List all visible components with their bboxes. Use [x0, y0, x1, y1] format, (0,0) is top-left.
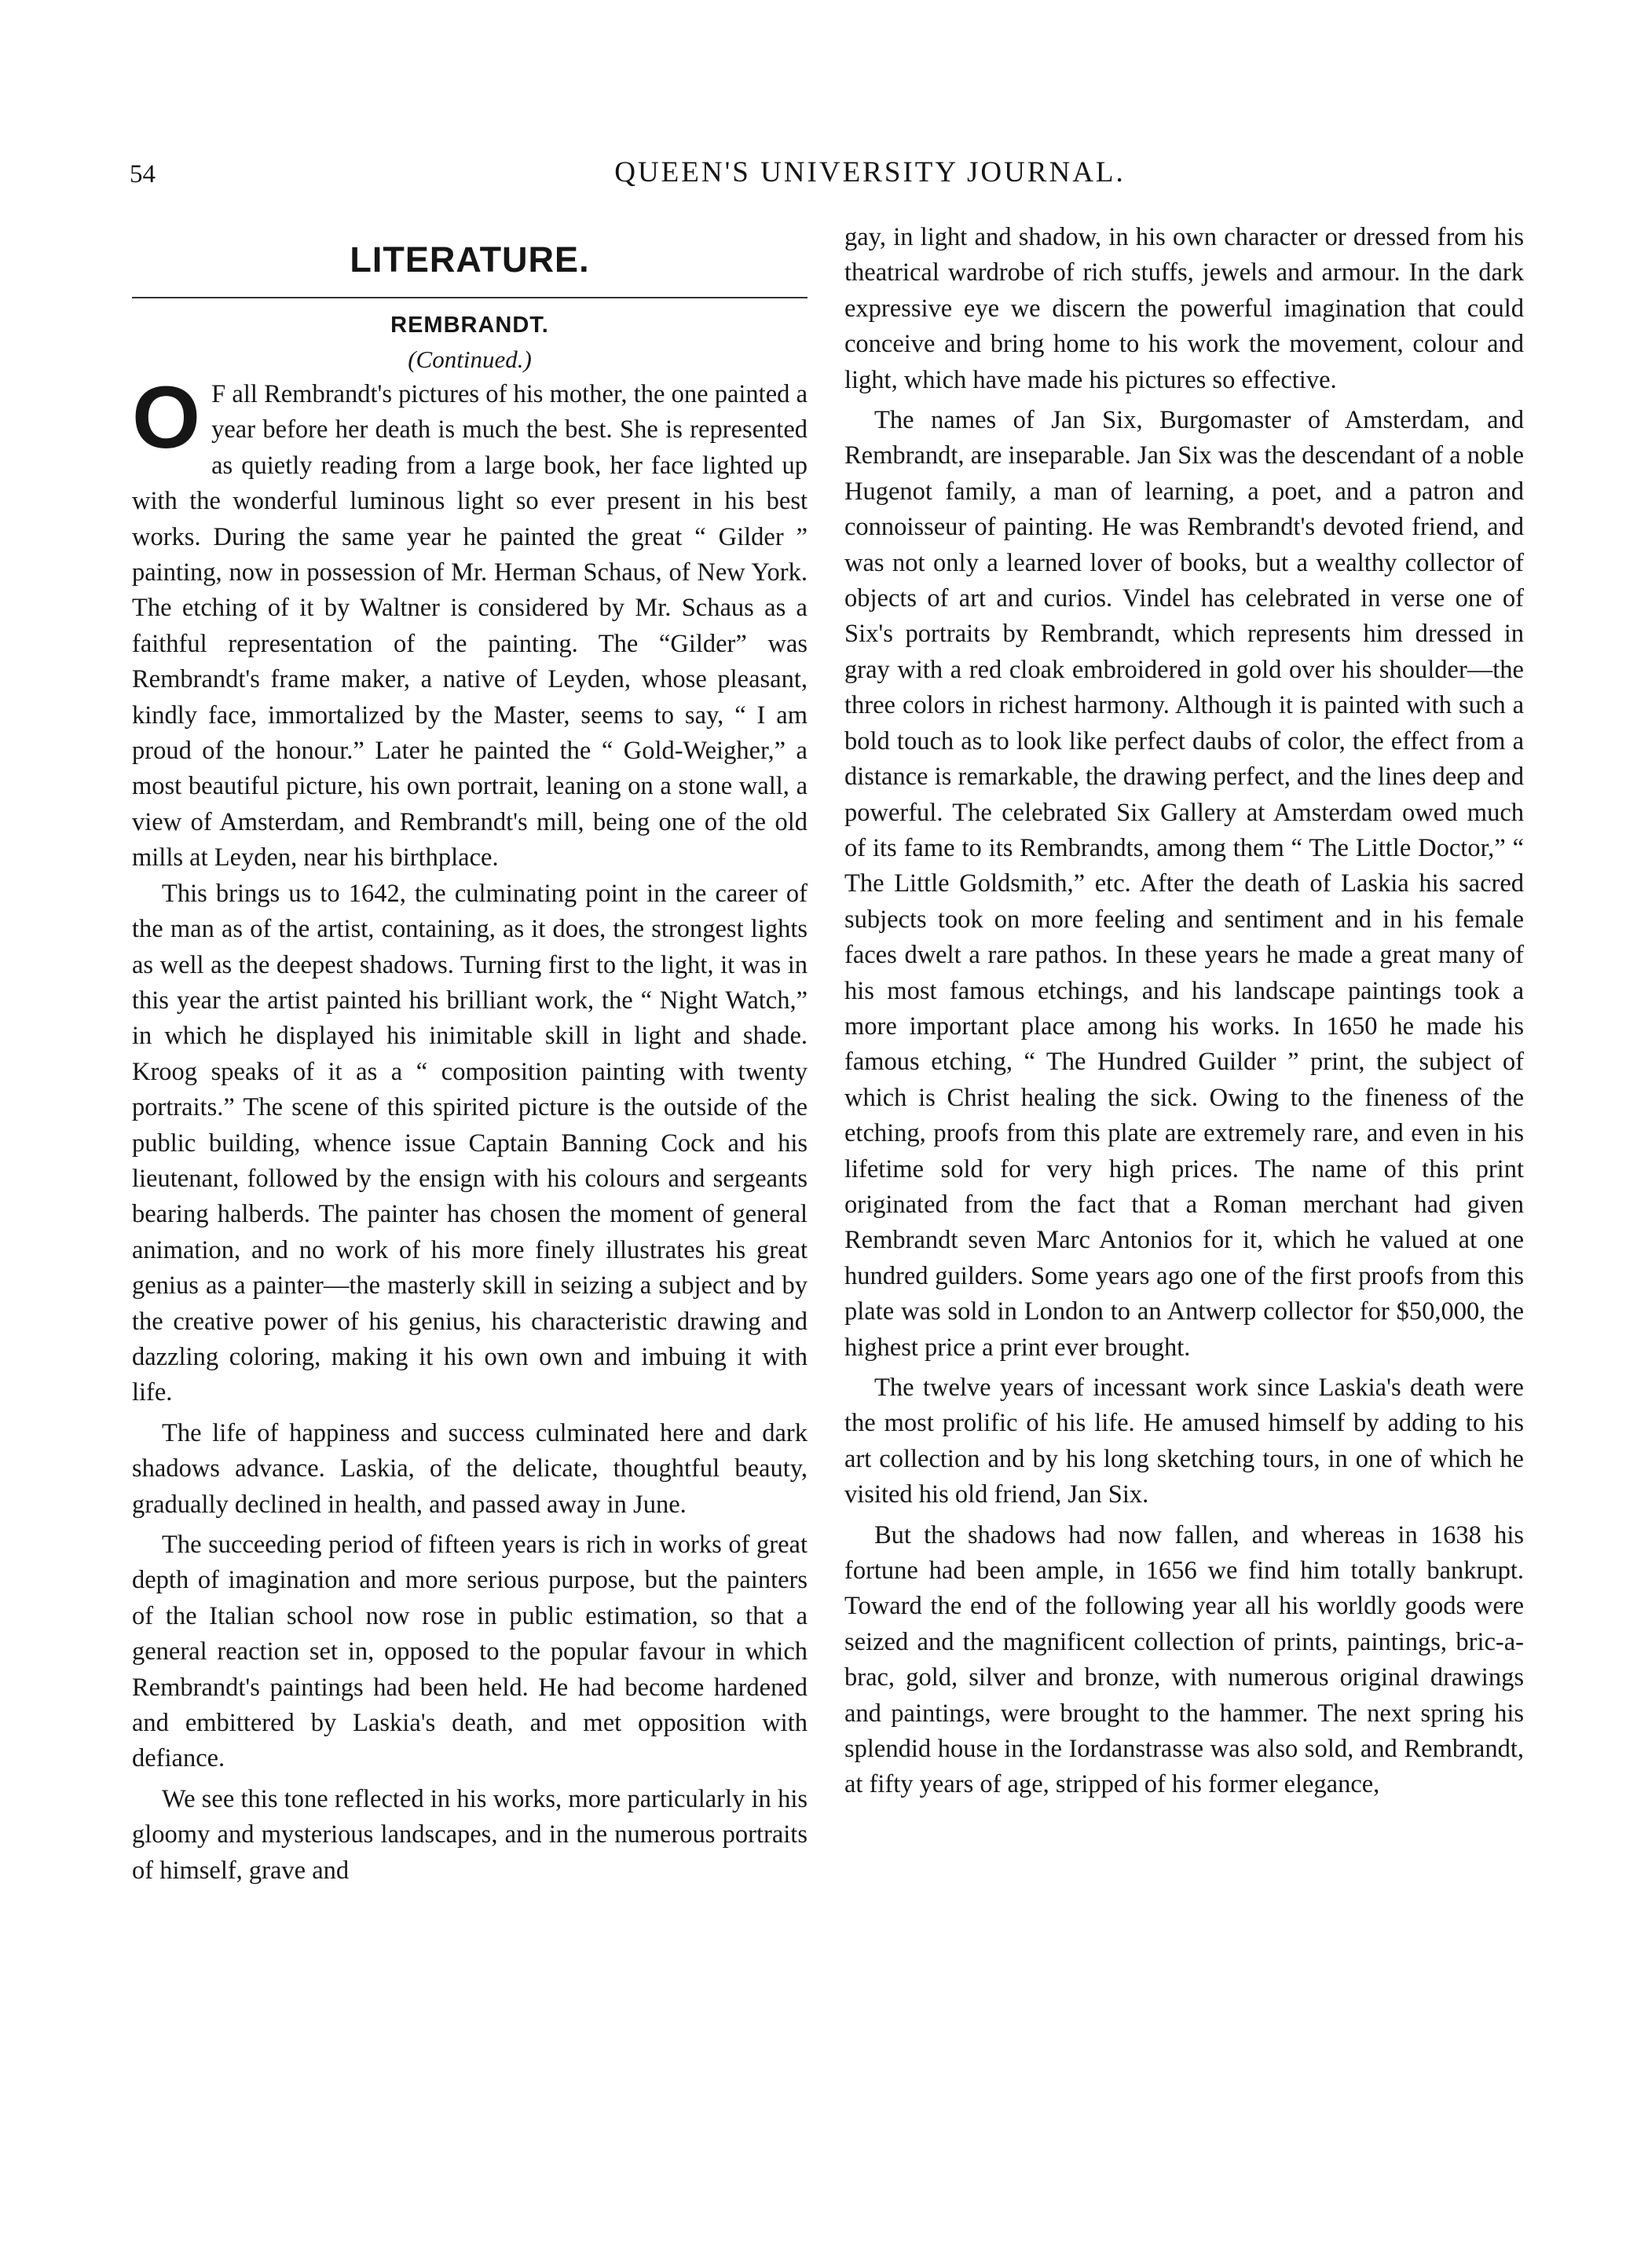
paragraph: The names of Jan Six, Burgomaster of Amsterdam, and Rembrandt, are inseparable. Jan Six was the descendant of a noble Hugenot family, a man of learning, a poet, and a patron and connoisseur of painting. He was Rembrandt's devoted friend, and was not only a learned lover of books, but a wealthy collector of objects of art and curios. Vindel has celebrated in verse one of Six's portraits by Rembrandt, which represents him dressed in gray with a red cloak embroidered in gold over his shoulder—the three colors in richest harmony. Although it is painted with such a bold touch as to look like perfect daubs of color, the effect from a distance is remarkable, the drawing perfect, and the lines deep and powerful. The celebrated Six Gallery at Amsterdam owed much of its fame to its Rembrandts, among them “ The Little Doctor,” “ The Little Goldsmith,” etc. After the death of Laskia his sacred subjects took on more feeling and sentiment and in his female faces dwelt a rare pathos. In these years he made a great many of his most famous etchings, and his landscape paintings took a more important place among his works. In 1650 he made his famous etching, “ The Hundred Guilder ” print, the subject of which is Christ healing the sick. Owing to the fineness of the etching, proofs from this plate are extremely rare, and even in his lifetime sold for very high prices. The name of this print originated from the fact that a Roman merchant had given Rembrandt seven Marc Antonios for it, which he valued at one hundred guilders. Some years ago one of the first proofs from this plate was sold in London to an Antwerp collector for $50,000, the highest price a print ever brought.: [844, 406, 1524, 1362]
paragraph: This brings us to 1642, the culminating point in the career of the man as of the artist, containing, as it does, the strongest lights as well as the deepest shadows. Turning first to the light, it was in this year the artist painted his brilliant work, the “ Night Watch,” in which he displayed his inimitable skill in light and shade. Kroog speaks of it as a “ composition painting with twenty portraits.” The scene of this spirited picture is the outside of the public building, whence issue Captain Banning Cock and his lieutenant, followed by the ensign with his colours and sergeants bearing halberds. The painter has chosen the moment of general animation, and no work of his more finely illustrates his great genius as a painter—the masterly skill in seizing a subject and by the creative power of his genius, his characteristic drawing and dazzling coloring, making it his own own and imbuing it with life.: [132, 879, 808, 1407]
paragraph: gay, in light and shadow, in his own character or dressed from his theatrical wardrobe of rich stuffs, jewels and armour. In the dark expressive eye we discern the powerful imagination that could conceive and bring home to his work the movement, colour and light, which have made his pictures so effective.: [844, 223, 1524, 394]
drop-cap: O: [132, 368, 201, 466]
article-subtitle: (Continued.): [408, 346, 532, 373]
left-column: [132, 220, 808, 1889]
page-number: 54: [130, 160, 156, 188]
paragraph: The twelve years of incessant work since Laskia's death were the most prolific of his life. He amused himself by adding to his art collection and by his long sketching tours, in one of which he visited his old friend, Jan Six.: [844, 1374, 1524, 1509]
paragraph: [132, 368, 808, 876]
paragraph: We see this tone reflected in his works, more particularly in his gloomy and mysterious landscapes, and in the numerous portraits of himself, grave and: [132, 1784, 808, 1885]
paragraph: The life of happiness and success culminated here and dark shadows advance. Laskia, of the delicate, thoughtful beauty, gradually declined in health, and passed away in June.: [132, 1418, 808, 1519]
paragraph-text: F all Rembrandt's pictures of his mother, the one painted a year before her death is much the best. She is represented as quietly reading from a large book, her face lighted up with the wonderful luminous light so ever present in his best works. During the same year he painted the great “ Gilder ” painting, now in possession of Mr. Herman Schaus, of New York. The etching of it by Waltner is considered by Mr. Schaus as a faithful representation of the painting. The “Gilder” was Rembrandt's frame maker, a native of Leyden, whose pleasant, kindly face, immortalized by the Master, seems to say, “ I am proud of the honour.” Later he painted the “ Gold-Weigher,” a most beautiful picture, his own portrait, leaning on a stone wall, a view of Amsterdam, and Rembrandt's mill, being one of the old mills at Leyden, near his birthplace.: [132, 380, 808, 872]
section-rule: [132, 297, 808, 298]
journal-title: QUEEN'S UNIVERSITY JOURNAL.: [614, 156, 1126, 188]
paragraph: But the shadows had now fallen, and whereas in 1638 his fortune had been ample, in 1656 we find him totally bankrupt. Toward the end of the following year all his worldly goods were seized and the magnificent collection of prints, paintings, bric-a-brac, gold, silver and bronze, with numerous original drawings and paintings, were brought to the hammer. The next spring his splendid house in the Iordanstrasse was also sold, and Rembrandt, at fifty years of age, stripped of his former elegance,: [844, 1520, 1524, 1799]
section-title: LITERATURE.: [350, 240, 590, 280]
paragraph: The succeeding period of fifteen years is rich in works of great depth of imagination and more serious purpose, but the painters of the Italian school now rose in public estimation, so that a general reaction set in, opposed to the popular favour in which Rembrandt's paintings had been held. He had become hardened and embittered by Laskia's death, and met opposition with defiance.: [132, 1531, 808, 1773]
article-title: REMBRANDT.: [390, 313, 549, 338]
page-header: [130, 156, 1524, 207]
right-column: [844, 220, 1524, 1803]
